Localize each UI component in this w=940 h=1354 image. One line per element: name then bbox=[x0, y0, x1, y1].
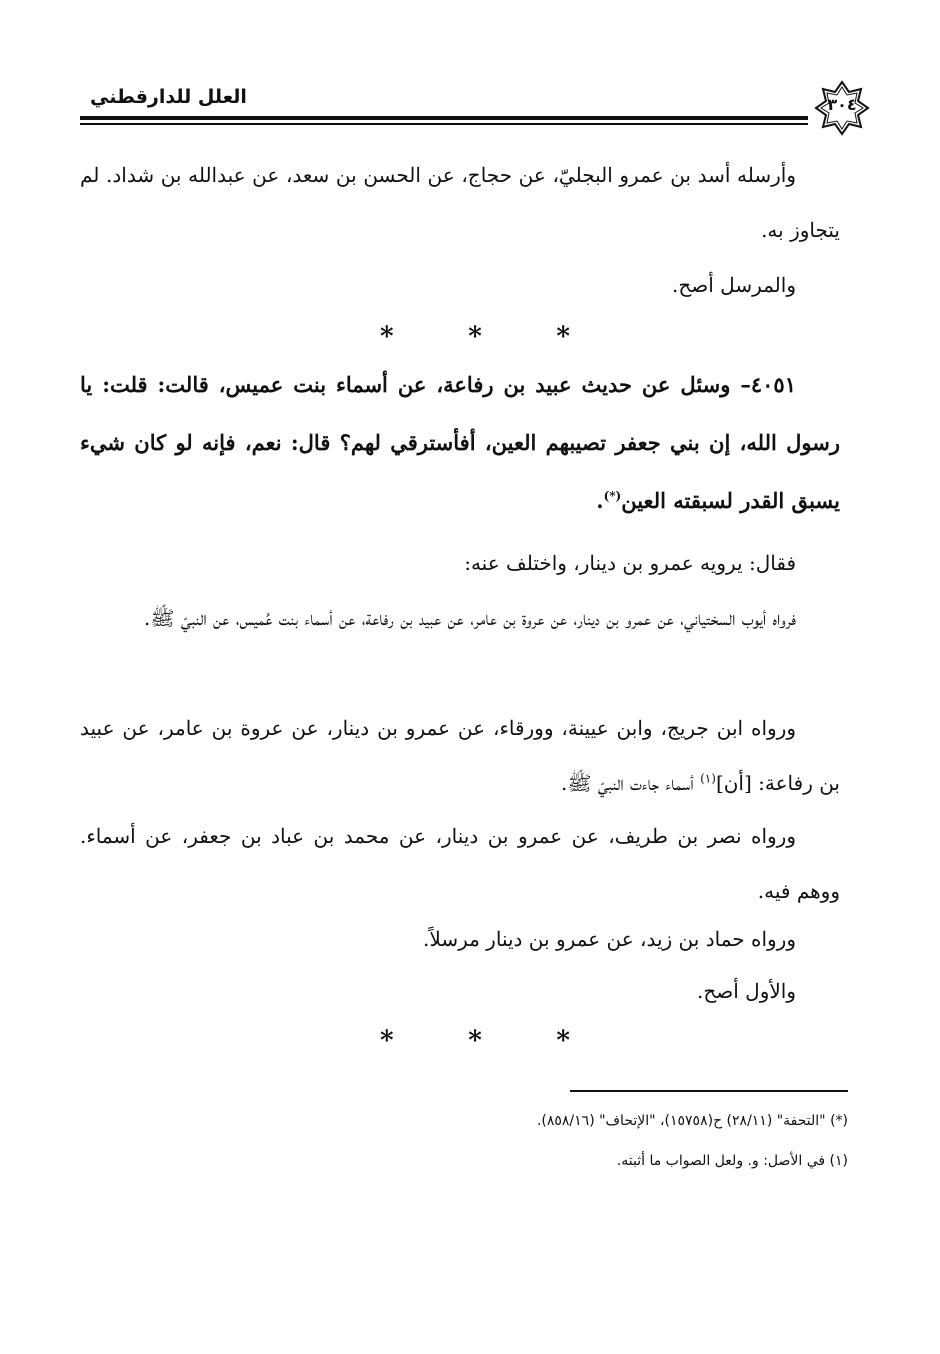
footnote-1: (*) "التحفة" (٢٨/١١) ح(١٥٧٥٨)، "الإتحاف" (٨٥٨/١٦). bbox=[536, 1113, 848, 1129]
paragraph-2: والمرسل أصح. bbox=[672, 273, 796, 297]
paragraph-7: ورواه نصر بن طريف، عن عمرو بن دينار، عن محمد بن عباد بن جعفر، عن أسماء. ووهم فيه. bbox=[80, 824, 840, 903]
separator-star: * bbox=[556, 1026, 570, 1056]
header-rule-thin bbox=[80, 123, 808, 125]
question-end: . bbox=[596, 488, 604, 513]
section-separator-1 bbox=[380, 322, 570, 352]
separator-star: * bbox=[468, 1026, 482, 1056]
footnote-marker-star: (*) bbox=[603, 489, 622, 503]
page-number-badge bbox=[814, 80, 870, 136]
paragraph-5: فرواه أيوب السختياني، عن عمرو بن دينار، عن عروة بن عامر، عن عبيد بن رفاعة، عن أسماء بنت عُميس، عن النبيّ ﷺ. bbox=[144, 606, 796, 630]
footnote-rule bbox=[570, 1090, 848, 1092]
separator-star: * bbox=[380, 1026, 394, 1056]
separator-star: * bbox=[380, 322, 394, 352]
running-header bbox=[80, 80, 870, 136]
separator-star: * bbox=[556, 322, 570, 352]
footnote-marker-1: (١) bbox=[700, 771, 716, 786]
question-paragraph bbox=[80, 356, 840, 530]
section-separator-2 bbox=[380, 1026, 570, 1056]
paragraph-9: والأول أصح. bbox=[697, 979, 796, 1003]
separator-star: * bbox=[468, 322, 482, 352]
paragraph-8: ورواه حماد بن زيد، عن عمرو بن دينار مرسلاً. bbox=[423, 927, 796, 951]
book-title: العلل للدارقطني bbox=[90, 86, 247, 108]
paragraph-6 bbox=[80, 701, 840, 811]
paragraph-6-end: أسماء جاءت النبيّ ﷺ. bbox=[561, 771, 701, 795]
paragraph-1: وأرسله أسد بن عمرو البجليّ، عن حجاج، عن الحسن بن سعد، عن عبدالله بن شداد. لم يتجاوز به. bbox=[80, 163, 840, 242]
question-text: ٤٠٥١– وسئل عن حديث عبيد بن رفاعة، عن أسماء بنت عميس، قالت: قلت: يا رسول الله، إن بني جعفر تصيبهم العين، أفأسترقي لهم؟ قال: نعم، فإنه لو كان شيء يسبق القدر لسبقته العين bbox=[80, 372, 840, 513]
page-number: ٣٠٤ bbox=[827, 95, 857, 114]
header-rule bbox=[80, 116, 808, 120]
paragraph-6-start: ورواه ابن جريج، وابن عيينة، وورقاء، عن عمرو بن دينار، عن عروة بن عامر، عن عبيد بن رفاعة: [أن] bbox=[80, 716, 840, 795]
footnote-2: (١) في الأصل: و. ولعل الصواب ما أثبته. bbox=[616, 1153, 848, 1169]
paragraph-4: فقال: يرويه عمرو بن دينار، واختلف عنه: bbox=[464, 551, 796, 575]
